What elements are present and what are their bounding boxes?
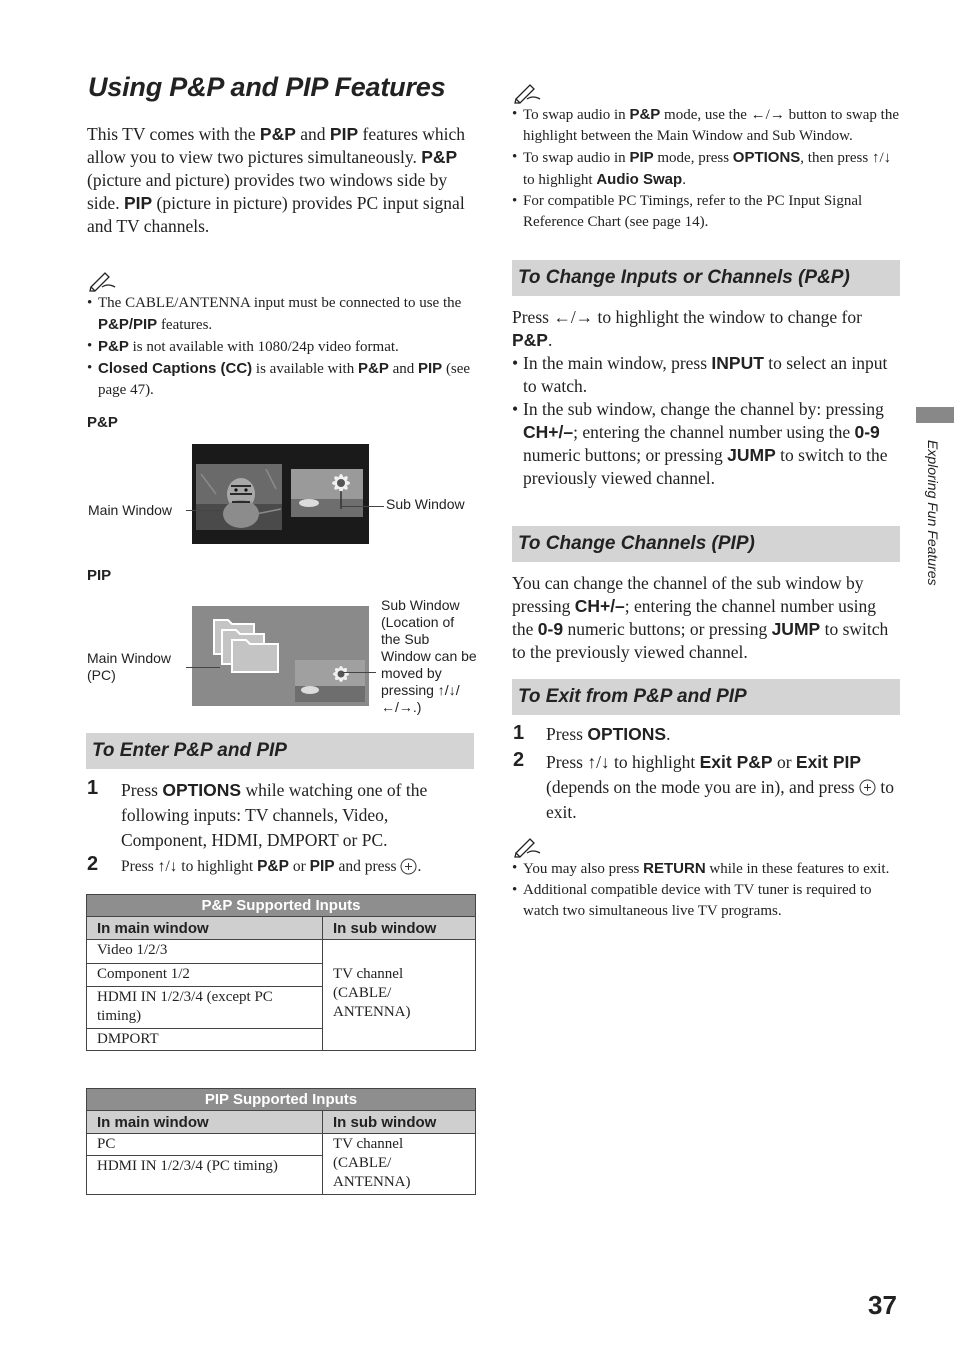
table-cell: Component 1/2 — [87, 964, 323, 987]
side-tab-marker — [916, 407, 954, 423]
exit-step-1: Press OPTIONS. — [546, 724, 671, 744]
pp-tv-screen — [192, 444, 369, 544]
notes-right — [512, 104, 902, 233]
note-item: • For compatible PC Timings, refer to the PC Input Signal Reference Chart (see page 14). — [512, 191, 902, 233]
note-item: • P&P is not available with 1080/24p video format. — [87, 336, 477, 358]
section-heading-change-pip: To Change Channels (PIP) — [512, 526, 900, 562]
section-heading-change-inputs: To Change Inputs or Channels (P&P) — [512, 260, 900, 296]
section-heading-enter: To Enter P&P and PIP — [86, 733, 474, 769]
page-number: 37 — [868, 1290, 897, 1320]
list-item: • In the sub window, change the channel by: pressing CH+/–; entering the channel number using the 0-9 numeric buttons; or pressing JUMP to switch to the previously viewed channel. — [512, 398, 900, 490]
note-pencil-icon — [513, 836, 541, 858]
change-pip-paragraph: You can change the channel of the sub window by pressing CH+/–; entering the channel number using the 0-9 numeric buttons; or pressing JUMP to switch to the previously viewed channel. — [512, 573, 889, 662]
enter-button-icon — [859, 779, 876, 796]
note-pencil-icon — [513, 82, 541, 104]
note-pencil-icon — [88, 270, 116, 292]
exit-step-2: Press ↑/↓ to highlight Exit P&P or Exit PIP (depends on the mode you are in), and press to exit. — [546, 752, 894, 822]
column-header: In main window — [87, 1111, 323, 1134]
pip-sub-window-caption: Sub Window (Location of the Sub Window can be moved by pressing ↑/↓/←/→.) — [381, 597, 477, 715]
pp-supported-inputs-table — [86, 894, 476, 1051]
note-item: • To swap audio in P&P mode, use the ←/→ button to swap the highlight between the Main Window and Sub Window. — [512, 104, 902, 147]
step-number: 1 — [513, 722, 525, 744]
notes-exit — [512, 858, 904, 922]
step-number: 2 — [87, 853, 99, 875]
pip-sub-leader-line — [342, 672, 376, 673]
note-item: • You may also press RETURN while in these features to exit. — [512, 858, 904, 880]
note-item: • The CABLE/ANTENNA input must be connected to use the P&P/PIP features. — [87, 293, 477, 336]
column-header: In main window — [87, 917, 323, 940]
pp-main-window-caption: Main Window — [88, 502, 173, 518]
change-inputs-list — [512, 352, 900, 490]
pip-main-leader-line — [186, 667, 220, 668]
list-item: • In the main window, press INPUT to select an input to watch. — [512, 352, 900, 398]
change-inputs-intro: Press ←/→ to highlight the window to change for P&P. — [512, 307, 862, 350]
pp-figure-label: P&P — [87, 414, 118, 431]
enter-button-icon — [400, 858, 417, 875]
table-cell: TV channel (CABLE/ ANTENNA) — [323, 1134, 476, 1195]
table-title: PIP Supported Inputs — [87, 1089, 476, 1111]
pp-main-leader-line — [186, 510, 222, 511]
table-cell: HDMI IN 1/2/3/4 (except PC timing) — [87, 987, 323, 1029]
intro-paragraph: This TV comes with the P&P and PIP features which allow you to view two pictures simultaneously. P&P (picture and picture) provides two windows side by side. PIP (picture in picture) provides PC input signal and TV channels. — [87, 124, 466, 236]
pp-sub-window-caption: Sub Window — [386, 496, 465, 512]
pip-supported-inputs-table — [86, 1088, 476, 1195]
enter-step-1: Press OPTIONS while watching one of the following inputs: TV channels, Video, Component, HDMI, DMPORT or PC. — [121, 780, 428, 850]
step-number: 1 — [87, 777, 99, 799]
column-header: In sub window — [323, 917, 476, 940]
table-cell: PC — [87, 1134, 323, 1156]
pip-sub-window-image — [295, 660, 365, 702]
pp-main-window-image — [196, 464, 282, 530]
note-item: • Closed Captions (CC) is available with P&P and PIP (see page 47). — [87, 358, 477, 401]
table-cell: Video 1/2/3 — [87, 940, 323, 964]
pip-main-window-caption: Main Window (PC) — [87, 650, 172, 683]
table-cell: HDMI IN 1/2/3/4 (PC timing) — [87, 1156, 323, 1195]
note-item: • To swap audio in PIP mode, press OPTIONS, then press ↑/↓ to highlight Audio Swap. — [512, 147, 902, 191]
notes-left — [87, 293, 477, 401]
page-title: Using P&P and PIP Features — [88, 72, 446, 102]
note-item: • Additional compatible device with TV tuner is required to watch two simultaneous live TV programs. — [512, 880, 904, 922]
pc-folders-icon — [210, 614, 282, 674]
table-title: P&P Supported Inputs — [87, 895, 476, 917]
pip-tv-screen — [192, 606, 369, 706]
step-number: 2 — [513, 749, 525, 771]
pip-figure-label: PIP — [87, 567, 112, 584]
pp-sub-leader-line — [342, 506, 384, 507]
table-cell: DMPORT — [87, 1029, 323, 1051]
column-header: In sub window — [323, 1111, 476, 1134]
side-section-label: Exploring Fun Features — [925, 440, 941, 586]
table-cell: TV channel (CABLE/ ANTENNA) — [323, 940, 476, 1051]
section-heading-exit: To Exit from P&P and PIP — [512, 679, 900, 715]
enter-step-2: Press ↑/↓ to highlight P&P or PIP and press . — [121, 858, 422, 875]
pp-sub-window-image — [291, 469, 363, 517]
